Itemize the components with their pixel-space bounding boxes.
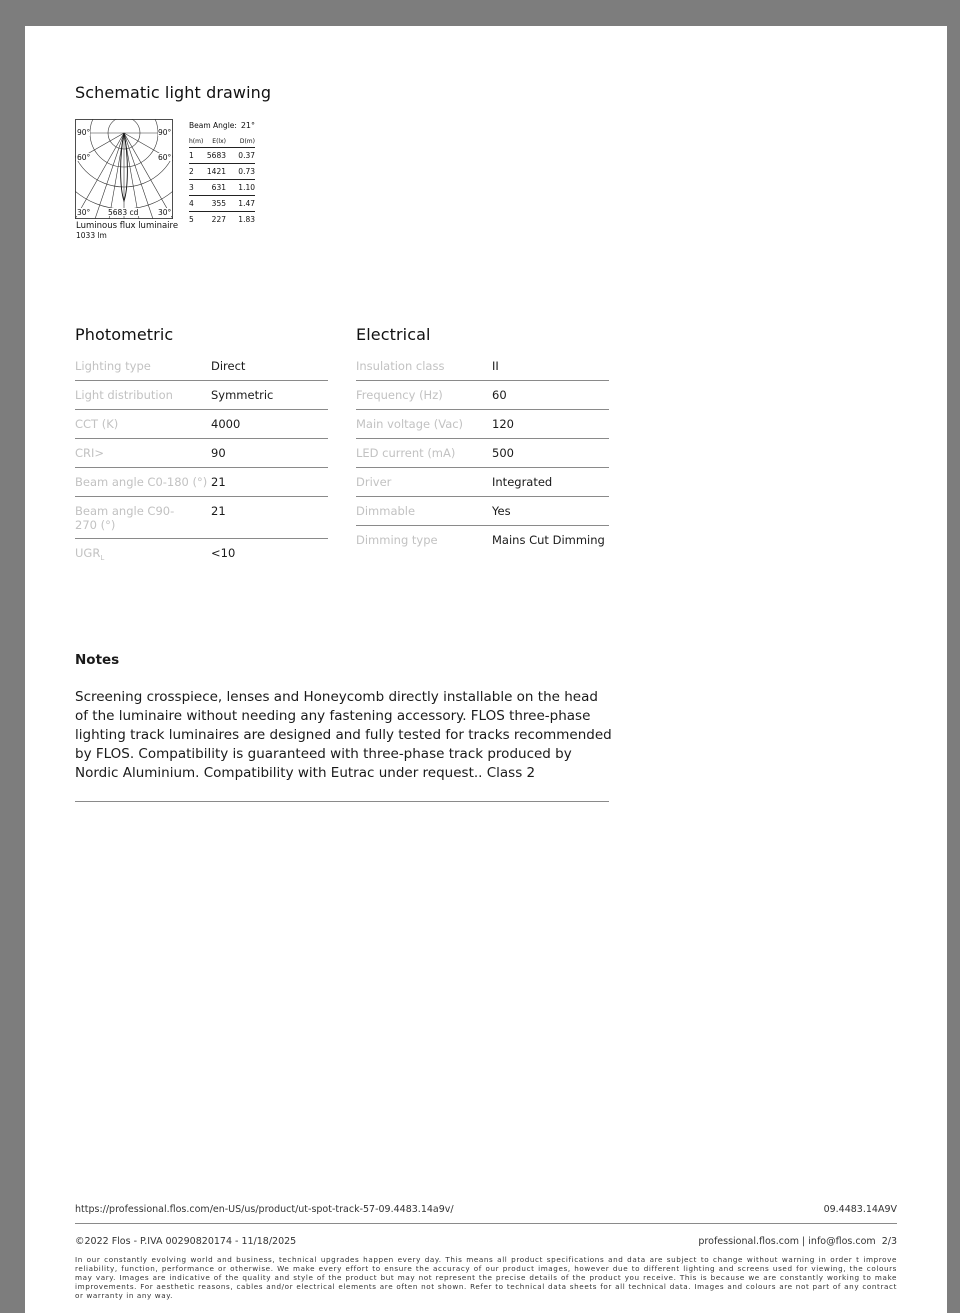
beam-table-cell: 2 xyxy=(189,167,194,176)
beam-table-cell: 631 xyxy=(211,183,226,192)
beam-table-header-cell: D(m) xyxy=(239,137,255,145)
spec-value: 500 xyxy=(492,446,514,460)
spec-label: CCT (K) xyxy=(75,417,119,431)
beam-angle-value: 21° xyxy=(240,121,255,130)
polar-label-30-right: 30° xyxy=(158,208,172,217)
spec-row xyxy=(75,410,328,439)
spec-row xyxy=(356,352,609,381)
spec-label: Insulation class xyxy=(356,359,445,373)
beam-table-cell: 1.47 xyxy=(238,199,255,208)
divider xyxy=(75,801,609,802)
spec-value: Yes xyxy=(492,504,511,518)
spec-row xyxy=(356,410,609,439)
spec-value: Mains Cut Dimming xyxy=(492,533,605,547)
spec-value: II xyxy=(492,359,499,373)
spec-label xyxy=(75,546,211,565)
spec-row xyxy=(356,381,609,410)
spec-label: CRI> xyxy=(75,446,105,460)
polar-center-intensity: 5683 cd xyxy=(108,208,139,217)
ugr-label: UGR xyxy=(75,546,101,560)
product-code: 09.4483.14A9V xyxy=(823,1204,897,1215)
beam-table-cell: 3 xyxy=(189,183,194,192)
spec-label: Dimming type xyxy=(356,533,438,547)
spec-row xyxy=(356,526,609,554)
spec-label: Dimmable xyxy=(356,504,416,518)
spec-row xyxy=(75,439,328,468)
beam-angle-label: Beam Angle: xyxy=(189,121,237,130)
spec-row xyxy=(75,539,328,571)
beam-table-cell: 5 xyxy=(189,215,194,224)
photometric-title: Photometric xyxy=(75,325,174,344)
footer-contact xyxy=(698,1236,897,1247)
electrical-title: Electrical xyxy=(356,325,431,344)
spec-row xyxy=(356,497,609,526)
spec-label: Driver xyxy=(356,475,392,489)
spec-value: 60 xyxy=(492,388,507,402)
schematic-drawing xyxy=(75,119,265,249)
beam-table-cell: 0.73 xyxy=(238,167,255,176)
spec-value: Integrated xyxy=(492,475,553,489)
polar-diagram xyxy=(75,119,173,219)
spec-label: LED current (mA) xyxy=(356,446,456,460)
spec-label: Light distribution xyxy=(75,388,173,402)
ugr-subscript: L xyxy=(100,554,105,562)
spec-value: <10 xyxy=(211,546,236,560)
beam-table-cell: 5683 xyxy=(206,151,226,160)
disclaimer: In our constantly evolving world and business, technical upgrades happen every day. This means all product specifications and data are subject to change without warning in order t improve reliability, function, performance or otherwise. We make every effort to ensure the accuracy of our product images, however due to different lighting and screens used for viewing, the colours may vary. Images are indicative of the quality and style of the product but may not represent the precise details of the product you receive. This is because we are constantly working to make improvements. For aesthetic reasons, cables and/or electrical elements are often not shown. Refer to technical data sheets for all technical data. Images and colours are not part of any contract or warranty in any way. xyxy=(75,1255,897,1300)
beam-table-cell: 0.37 xyxy=(238,151,255,160)
spec-label: Beam angle C0-180 (°) xyxy=(75,475,208,489)
beam-table-cell: 1.10 xyxy=(238,183,255,192)
polar-label-90-left: 90° xyxy=(77,128,91,137)
spec-label: Lighting type xyxy=(75,359,151,373)
luminous-flux-label: Luminous flux luminaire xyxy=(76,221,179,231)
beam-table-row xyxy=(189,196,255,212)
spec-row xyxy=(356,468,609,497)
beam-table-row xyxy=(189,212,255,227)
beam-table-header-cell: E(lx) xyxy=(212,137,226,145)
spec-label: Beam angle C90-270 (°) xyxy=(75,504,175,532)
divider xyxy=(75,1223,897,1224)
spec-label: Main voltage (Vac) xyxy=(356,417,464,431)
beam-table-cell: 4 xyxy=(189,199,194,208)
beam-table-row xyxy=(189,180,255,196)
spec-value: Direct xyxy=(211,359,246,373)
spec-row xyxy=(75,497,328,539)
beam-table-row xyxy=(189,164,255,180)
beam-table-cell: 355 xyxy=(211,199,226,208)
page-number: 2/3 xyxy=(881,1236,897,1247)
beam-table-header-cell: h(m) xyxy=(189,137,204,145)
spec-row xyxy=(75,352,328,381)
electrical-table xyxy=(356,352,609,554)
beam-table-cell: 227 xyxy=(211,215,226,224)
datasheet-page xyxy=(25,26,947,1313)
spec-row xyxy=(75,381,328,410)
beam-table-cell: 1421 xyxy=(206,167,226,176)
luminous-flux-value: 1033 lm xyxy=(76,231,107,240)
product-url[interactable]: https://professional.flos.com/en-US/us/product/ut-spot-track-57-09.4483.14a9v/ xyxy=(75,1204,454,1215)
spec-value: 4000 xyxy=(211,417,241,431)
polar-label-60-left: 60° xyxy=(77,153,91,162)
spec-row xyxy=(356,439,609,468)
spec-value: 120 xyxy=(492,417,514,431)
beam-table-header xyxy=(189,135,255,148)
contact-links[interactable]: professional.flos.com | info@flos.com xyxy=(698,1236,876,1247)
polar-label-30-left: 30° xyxy=(77,208,91,217)
beam-table-cell: 1 xyxy=(189,151,194,160)
photometric-table xyxy=(75,352,328,571)
schematic-title: Schematic light drawing xyxy=(75,83,272,102)
notes-title: Notes xyxy=(75,652,120,668)
spec-row xyxy=(75,468,328,497)
copyright: ©2022 Flos - P.IVA 00290820174 - 11/18/2025 xyxy=(75,1236,297,1247)
spec-value: 90 xyxy=(211,446,226,460)
polar-label-60-right: 60° xyxy=(158,153,172,162)
spec-value: Symmetric xyxy=(211,388,274,402)
spec-label: Frequency (Hz) xyxy=(356,388,443,402)
spec-value: 21 xyxy=(211,504,226,518)
notes-text: Screening crosspiece, lenses and Honeycomb directly installable on the head of the luminaire without needing any fastening accessory. FLOS three-phase lighting track luminaires are designed and fully tested for tracks recommended by FLOS. Compatibility is guaranteed with three-phase track produced by Nordic Aluminium. Compatibility with Eutrac under request.. Class 2 xyxy=(75,689,612,781)
beam-table-row xyxy=(189,148,255,164)
polar-label-90-right: 90° xyxy=(158,128,172,137)
spec-value: 21 xyxy=(211,475,226,489)
beam-table xyxy=(189,121,255,227)
beam-table-cell: 1.83 xyxy=(238,215,255,224)
